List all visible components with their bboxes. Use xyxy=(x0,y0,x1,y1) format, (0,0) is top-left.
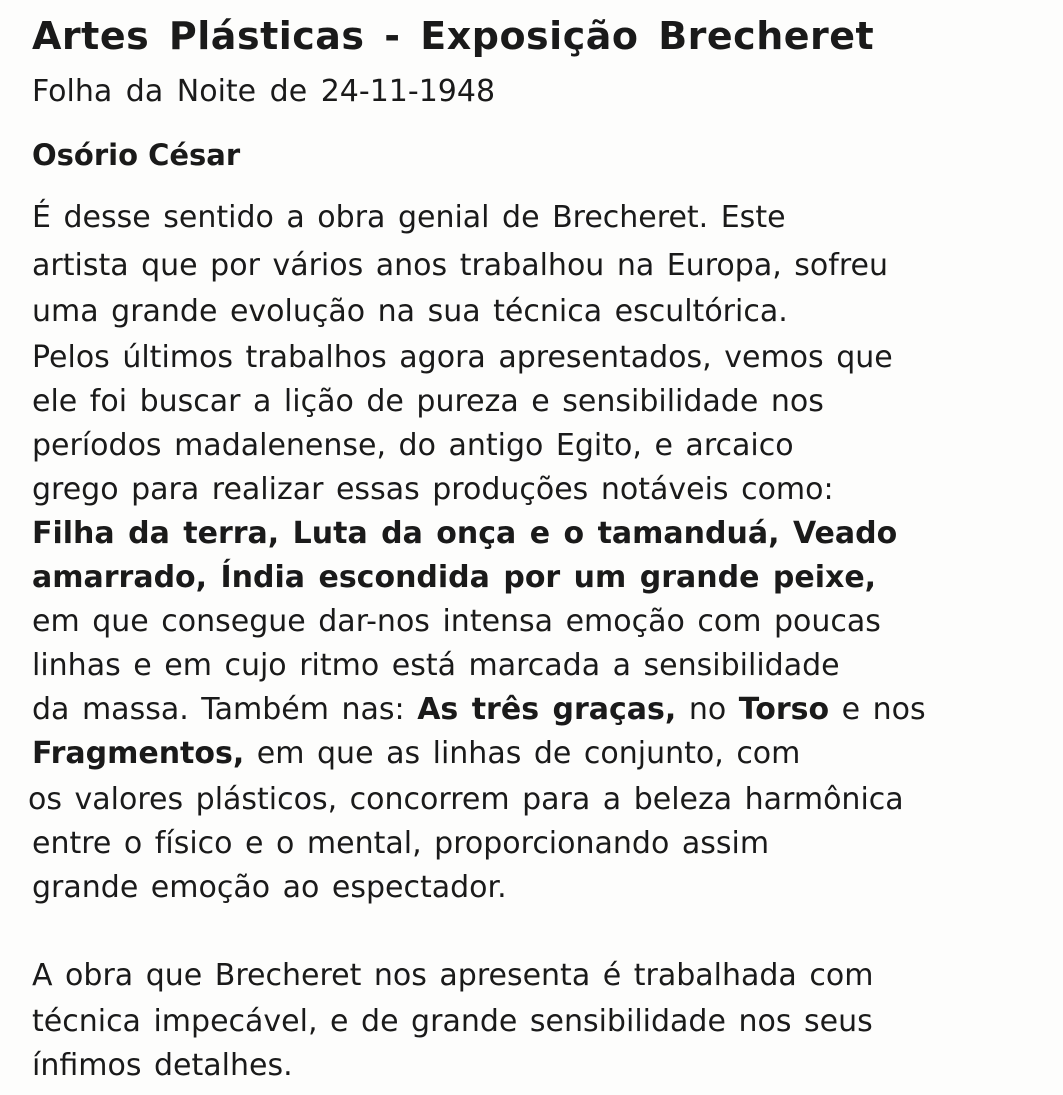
article-title: Artes Plásticas - Exposição Brecheret xyxy=(32,14,875,58)
work-title: Fragmentos, xyxy=(32,736,245,771)
text-line: A obra que Brecheret nos apresenta é trabalhada com xyxy=(32,958,874,993)
text-line: períodos madalenense, do antigo Egito, e arcaico xyxy=(32,428,794,463)
text-line-works: amarrado, Índia escondida por um grande peixe, xyxy=(32,560,877,595)
text-span: da massa. Também nas: xyxy=(32,692,418,727)
text-line: grande emoção ao espectador. xyxy=(32,870,507,905)
text-span: em que as linhas de conjunto, com xyxy=(244,736,801,771)
text-line: grego para realizar essas produções notáveis como: xyxy=(32,472,834,507)
text-line-works: Filha da terra, Luta da onça e o tamanduá, Veado xyxy=(32,516,898,551)
text-line: os valores plásticos, concorrem para a beleza harmônica xyxy=(28,782,904,817)
work-title: As três graças, xyxy=(417,692,677,727)
text-span: e nos xyxy=(829,692,926,727)
text-line: em que consegue dar-nos intensa emoção com poucas xyxy=(32,604,881,639)
work-title: Torso xyxy=(738,692,830,727)
text-line: ínfimos detalhes. xyxy=(32,1048,293,1083)
text-span: no xyxy=(676,692,739,727)
text-line: técnica impecável, e de grande sensibilidade nos seus xyxy=(32,1004,873,1039)
text-line: artista que por vários anos trabalhou na Europa, sofreu xyxy=(32,248,888,283)
article-author: Osório César xyxy=(32,138,241,172)
text-line: uma grande evolução na sua técnica escultórica. xyxy=(32,294,788,329)
text-line: ele foi buscar a lição de pureza e sensibilidade nos xyxy=(32,384,824,419)
text-line: Pelos últimos trabalhos agora apresentados, vemos que xyxy=(32,340,893,375)
text-line: entre o físico e o mental, proporcionando assim xyxy=(32,826,770,861)
text-line: É desse sentido a obra genial de Brecheret. Este xyxy=(32,200,786,235)
article-source: Folha da Noite de 24-11-1948 xyxy=(32,74,496,109)
text-line xyxy=(32,688,926,732)
text-line: linhas e em cujo ritmo está marcada a sensibilidade xyxy=(32,648,840,683)
text-line xyxy=(32,732,800,776)
